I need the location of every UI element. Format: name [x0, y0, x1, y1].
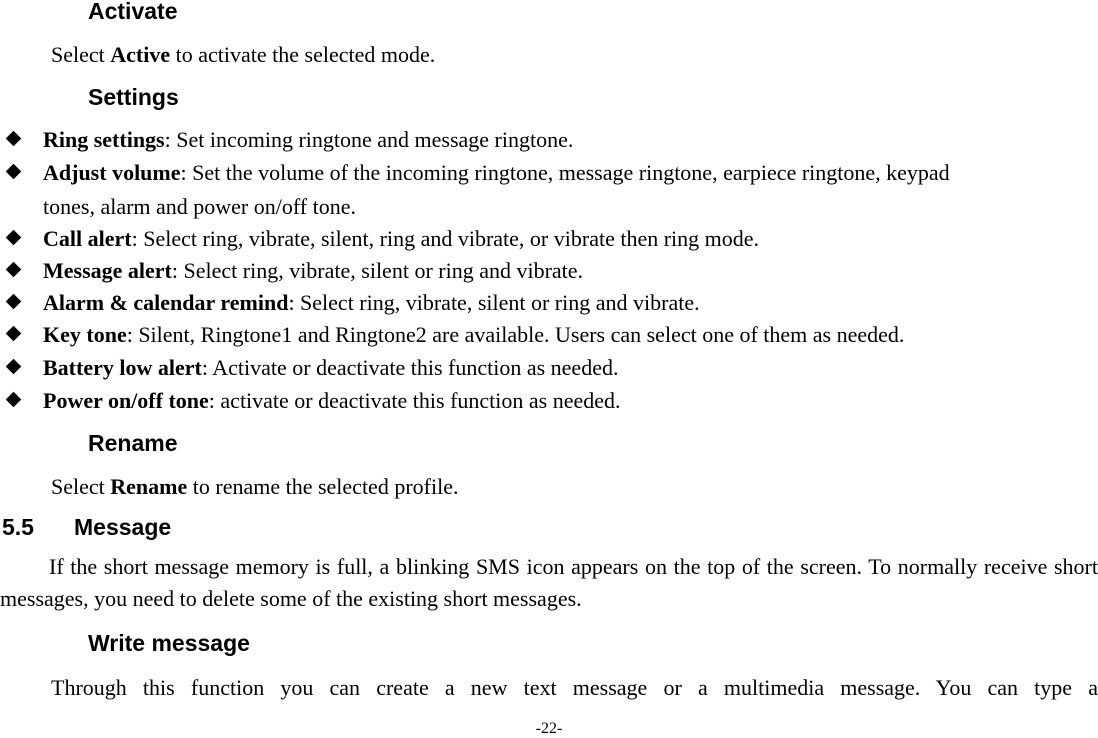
- list-item: Alarm & calendar remind: Select ring, vibrate, silent or ring and vibrate.: [43, 290, 700, 315]
- list-item: Power on/off tone: activate or deactivate this function as needed.: [43, 388, 621, 413]
- diamond-bullet-icon: [4, 226, 24, 252]
- settings-heading: Settings: [88, 84, 179, 110]
- rename-heading: Rename: [88, 430, 178, 456]
- diamond-bullet-icon: [4, 290, 24, 316]
- list-item-continuation: tones, alarm and power on/off tone.: [43, 194, 357, 219]
- page-number: -22-: [535, 720, 563, 737]
- diamond-bullet-icon: [4, 355, 24, 381]
- list-item: Call alert: Select ring, vibrate, silent, ring and vibrate, or vibrate then ring mode.: [43, 226, 760, 251]
- list-item: Message alert: Select ring, vibrate, silent or ring and vibrate.: [43, 258, 584, 283]
- diamond-bullet-icon: [4, 388, 24, 414]
- list-item: Adjust volume: Set the volume of the incoming ringtone, message ringtone, earpiece ringtone, keypad: [43, 160, 950, 185]
- section-number: 5.5: [2, 514, 34, 540]
- diamond-bullet-icon: [4, 160, 24, 186]
- list-item: Battery low alert: Activate or deactivate this function as needed.: [43, 355, 619, 380]
- list-item: Key tone: Silent, Ringtone1 and Ringtone2 are available. Users can select one of them as needed.: [43, 322, 905, 347]
- write-message-paragraph: Through this function you can create a new text message or a multimedia message. You can type a: [51, 675, 1098, 700]
- rename-paragraph: Select Rename to rename the selected profile.: [51, 474, 459, 499]
- section-heading-message: Message: [74, 514, 172, 540]
- message-paragraph: If the short message memory is full, a blinking SMS icon appears on the top of the screen. To normally receive short messages, you need to delete some of the existing short messages.: [0, 554, 1098, 611]
- list-item: Ring settings: Set incoming ringtone and message ringtone.: [43, 127, 574, 152]
- diamond-bullet-icon: [4, 258, 24, 284]
- write-message-heading: Write message: [88, 630, 250, 656]
- diamond-bullet-icon: [4, 322, 24, 348]
- diamond-bullet-icon: [4, 127, 24, 153]
- activate-heading: Activate: [88, 0, 178, 24]
- activate-paragraph: Select Active to activate the selected mode.: [51, 42, 436, 67]
